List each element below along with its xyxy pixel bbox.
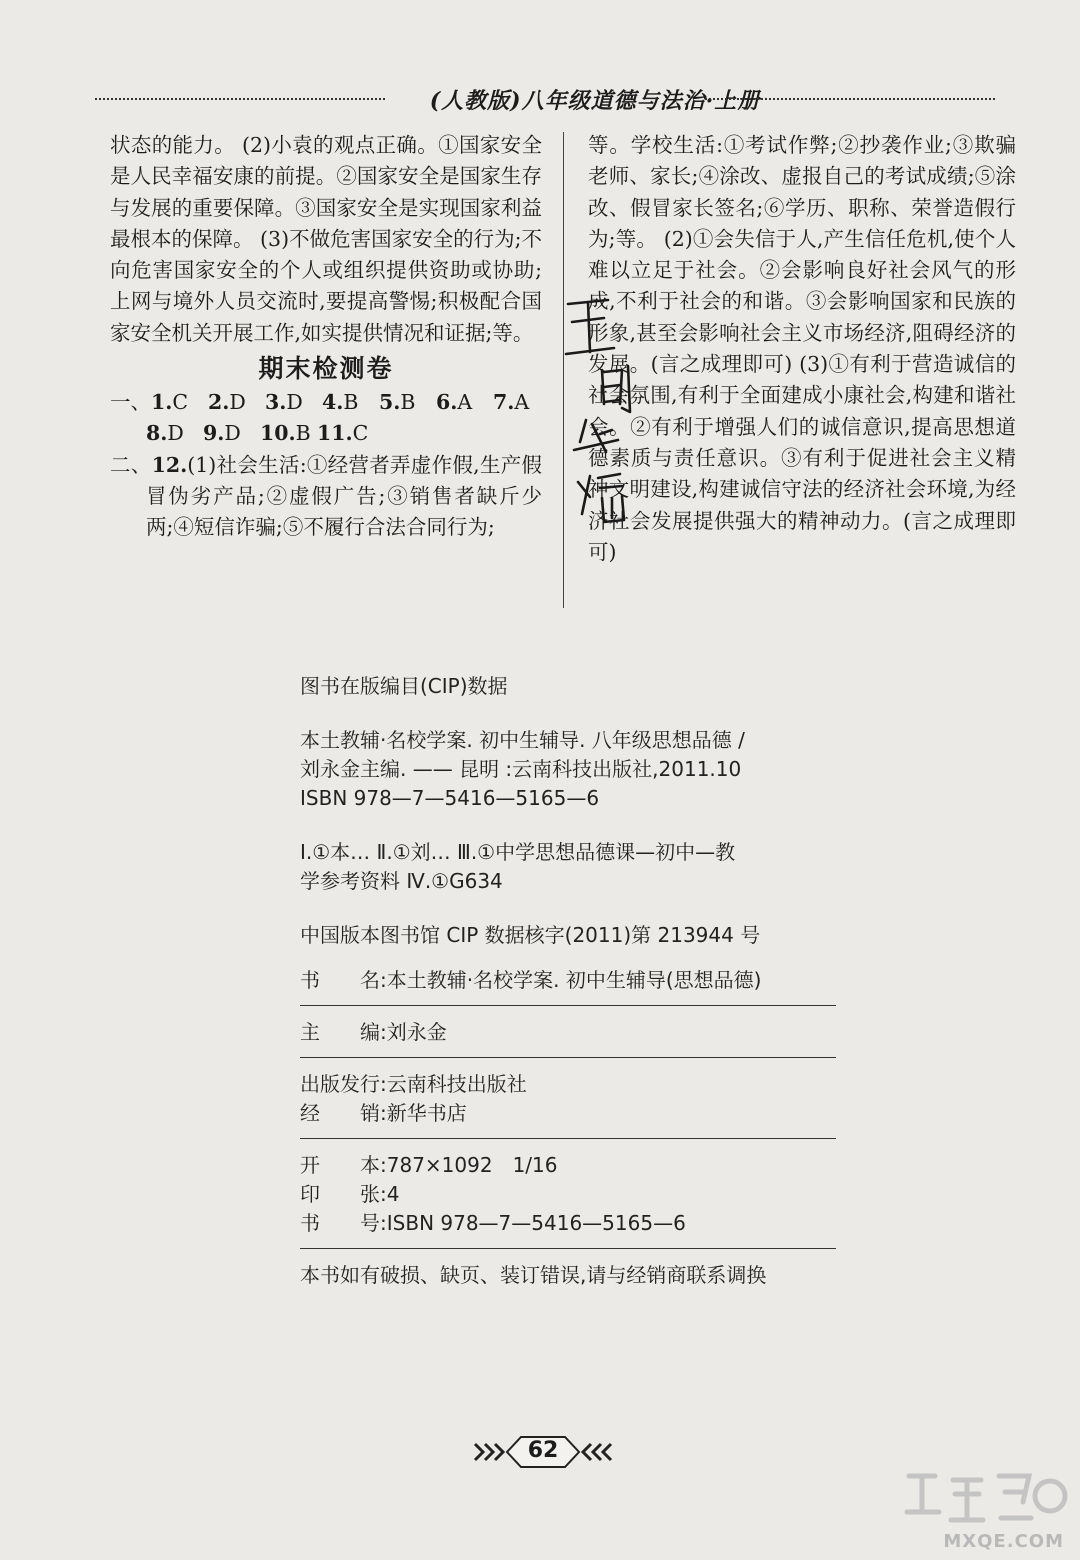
- sheets-value: 4: [386, 1182, 400, 1206]
- mc-question-number: 2.: [208, 390, 230, 415]
- mc-answer-letter: A: [514, 390, 530, 415]
- mc-question-number: 4.: [322, 390, 344, 415]
- cip-line-2: 刘永金主编. —— 昆明 :云南科技出版社,2011.10: [300, 757, 742, 781]
- header-dotted-rule-right: [705, 98, 995, 100]
- isbn-row: [300, 1209, 840, 1238]
- mc-answer-letter: A: [457, 390, 473, 415]
- mc-answer-item: [146, 418, 203, 449]
- mc-answer-item: [493, 387, 550, 418]
- distributor-label: 经 销:: [300, 1101, 387, 1125]
- mc-answer-letter: B: [343, 390, 359, 415]
- cip-heading: 图书在版编目(CIP)数据: [300, 674, 508, 698]
- mc-answer-letter: D: [286, 390, 303, 415]
- distributor-value: 新华书店: [386, 1101, 467, 1125]
- publisher-row: [300, 1070, 840, 1099]
- mc-question-number: 1.: [151, 390, 173, 415]
- mc-answer-item: [203, 418, 260, 449]
- cip-line-5: 学参考资料 Ⅳ.①G634: [300, 869, 503, 893]
- header-title: (人教版)八年级道德与法治·上册: [429, 88, 761, 114]
- mc-answer-item: [436, 387, 493, 418]
- mc-answer-item: [322, 387, 379, 418]
- mc-question-number: 9.: [203, 421, 225, 446]
- format-row: [300, 1151, 840, 1180]
- editor-label: 主 编:: [300, 1020, 387, 1044]
- mc-answer-letter: B: [400, 390, 416, 415]
- page-number-badge: [473, 1432, 613, 1472]
- mc-answer-item: [265, 387, 322, 418]
- page-number: 62: [527, 1438, 559, 1463]
- left-column: [110, 130, 542, 544]
- watermark-logo-icon: [895, 1462, 1070, 1532]
- book-name-value: 本土教辅·名校学案. 初中生辅导(思想品德): [386, 968, 762, 992]
- q12-section-label: 二、: [110, 452, 152, 477]
- mc-answer-letter: D: [229, 390, 246, 415]
- mc-question-number: 8.: [146, 421, 168, 446]
- exam-title: 期末检测卷: [258, 354, 394, 384]
- cip-data-block: [300, 672, 840, 1290]
- sheets-label: 印 张:: [300, 1182, 387, 1206]
- isbn-label: 书 号:: [300, 1211, 387, 1235]
- left-answer-paragraph: 状态的能力。 (2)小袁的观点正确。①国家安全是人民幸福安康的前提。②国家安全是国家生存与发展的重要保障。③国家安全是实现国家利益最根本的保障。 (3)不做危害国家安全的行为;不向危害国家安全的个人或组织提供资助或协助;上网与境外人员交流时,要提高警惕;积极配合国家安全机关开展工作,如实提供情况和证据;等。: [110, 133, 542, 345]
- mc-section-label: 一、: [110, 390, 151, 415]
- format-label: 开 本:: [300, 1153, 387, 1177]
- mc-question-number: 7.: [493, 390, 515, 415]
- mc-answer-letter: C: [352, 421, 369, 446]
- mc-answer-letter: D: [224, 421, 241, 446]
- mc-answer-letter: C: [172, 390, 189, 415]
- cip-line-3: ISBN 978—7—5416—5165—6: [300, 786, 600, 810]
- page-header: [95, 84, 995, 114]
- mc-question-number: 3.: [265, 390, 287, 415]
- right-answer-paragraph: 等。学校生活:①考试作弊;②抄袭作业;③欺骗老师、家长;④涂改、虚报自己的考试成绩;⑤涂改、假冒家长签名;⑥学历、职称、荣誉造假行为;等。 (2)①会失信于人,产生信任危机,使个人难以立足于社会。②会影响良好社会风气的形成,不利于社会的和谐。③会影响国家和民族的形象,甚至会影响社会主义市场经济,阻碍经济的发展。(言之成理即可) (3)①有利于营造诚信的社会氛围,有利于全面建成小康社会,构建和谐社会。②有利于增强人们的诚信意识,提高思想道德素质与责任意识。③有利于促进社会主义精神文明建设,构建诚信守法的经济社会环境,为经济社会发展提供强大的精神动力。(言之成理即可): [588, 133, 1016, 564]
- mc-answer-item: [317, 418, 374, 449]
- publisher-label: 出版发行:: [300, 1072, 387, 1096]
- cip-line-4: Ⅰ.①本… Ⅱ.①刘… Ⅲ.①中学思想品德课—初中—教: [300, 840, 736, 864]
- multiple-choice-row-1: [110, 387, 542, 418]
- distributor-row: [300, 1099, 840, 1128]
- cip-notice: 本书如有破损、缺页、装订错误,请与经销商联系调换: [300, 1263, 767, 1287]
- mc-answer-letter: D: [167, 421, 184, 446]
- mc-question-number: 6.: [436, 390, 458, 415]
- q12-text: (1)社会生活:①经营者弄虚作假,生产假冒伪劣产品;②虚假广告;③销售者缺斤少两;④短信诈骗;⑤不履行合法合同行为;: [146, 452, 543, 540]
- publisher-value: 云南科技出版社: [386, 1072, 527, 1096]
- cip-line-1: 本土教辅·名校学案. 初中生辅导. 八年级思想品德 /: [300, 728, 745, 752]
- header-dotted-rule-left: [95, 98, 385, 100]
- mc-question-number: 5.: [379, 390, 401, 415]
- mc-answer-item: [260, 418, 317, 449]
- editor-row: [300, 1018, 840, 1047]
- cip-rule: [300, 1005, 836, 1006]
- mc-answer-item: [379, 387, 436, 418]
- book-name-row: [300, 966, 840, 995]
- sheets-row: [300, 1180, 840, 1209]
- site-watermark: [895, 1462, 1070, 1552]
- book-name-label: 书 名:: [300, 968, 387, 992]
- mc-answers: [151, 390, 550, 414]
- mc-answers: [146, 421, 374, 445]
- mc-answer-letter: B: [295, 421, 311, 446]
- isbn-value: ISBN 978—7—5416—5165—6: [386, 1211, 686, 1235]
- question-12-answer: [110, 450, 542, 544]
- cip-rule: [300, 1057, 836, 1058]
- format-value: 787×1092 1/16: [386, 1153, 558, 1177]
- mc-answer-item: [208, 387, 265, 418]
- cip-rule: [300, 1248, 836, 1249]
- multiple-choice-row-2: [110, 418, 542, 449]
- watermark-text: MXQE.COM: [943, 1531, 1064, 1552]
- cip-rule: [300, 1138, 836, 1139]
- mc-question-number: 11.: [317, 421, 353, 446]
- mc-answer-item: [151, 387, 208, 418]
- editor-value: 刘永金: [386, 1020, 447, 1044]
- cip-line-6: 中国版本图书馆 CIP 数据核字(2011)第 213944 号: [300, 923, 761, 947]
- q12-number: 12.: [151, 452, 188, 477]
- column-divider: [563, 132, 564, 608]
- mc-question-number: 10.: [260, 421, 296, 446]
- right-column: [588, 130, 1016, 568]
